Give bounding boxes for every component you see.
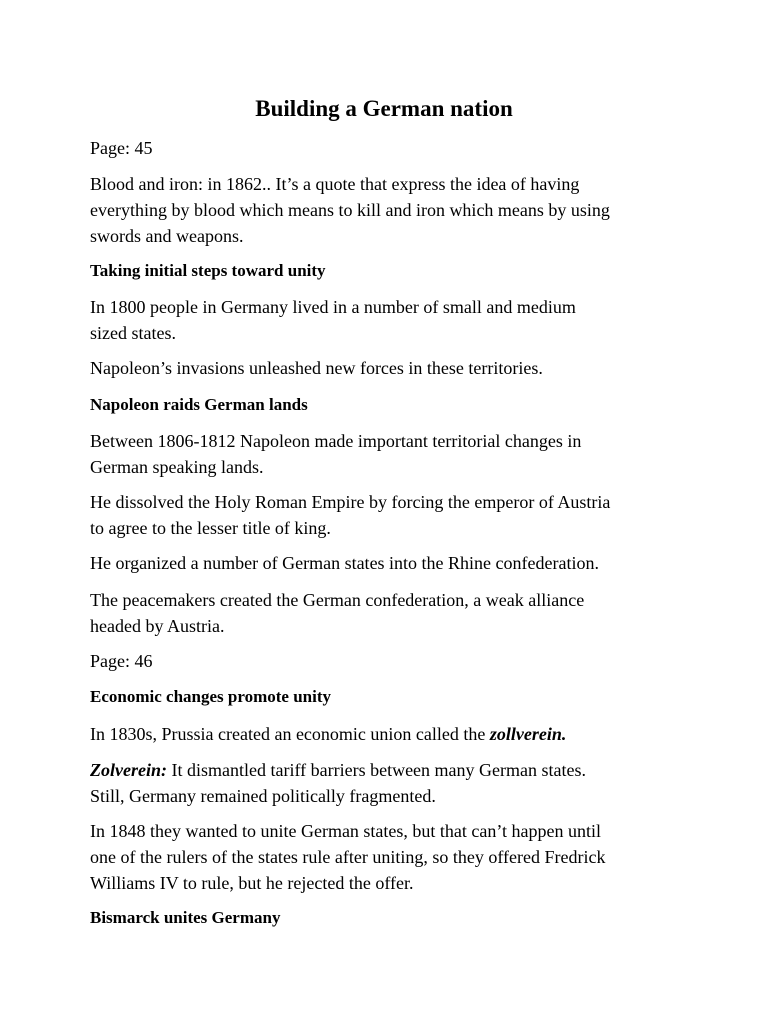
paragraph-peacemakers (90, 587, 690, 639)
text-line: In 1848 they wanted to unite German states, but that can’t happen until (90, 821, 602, 841)
page-number-46: Page: 46 (90, 651, 153, 671)
text-line (90, 757, 690, 783)
text-line: Between 1806-1812 Napoleon made important territorial changes in (90, 431, 582, 451)
text-line: Still, Germany remained politically fragmented. (90, 786, 436, 806)
heading-bismarck: Bismarck unites Germany (90, 908, 281, 927)
text-line: Williams IV to rule, but he rejected the offer. (90, 873, 414, 893)
term-zolverein: Zolverein: (90, 760, 167, 780)
heading-economic-changes: Economic changes promote unity (90, 687, 331, 706)
paragraph-zolverein (90, 757, 690, 809)
text-line: headed by Austria. (90, 616, 225, 636)
heading-napoleon-raids: Napoleon raids German lands (90, 395, 308, 414)
paragraph-1806-1812 (90, 428, 690, 480)
paragraph-1830s (90, 721, 690, 747)
text-line: He dissolved the Holy Roman Empire by forcing the emperor of Austria (90, 492, 611, 512)
page-number-45: Page: 45 (90, 138, 153, 158)
paragraph-1848 (90, 818, 690, 896)
text-line: sized states. (90, 323, 176, 343)
text-line: one of the rulers of the states rule after uniting, so they offered Fredrick (90, 847, 606, 867)
text-line: to agree to the lesser title of king. (90, 518, 331, 538)
text-line: German speaking lands. (90, 457, 264, 477)
paragraph-dissolved-empire (90, 489, 690, 541)
text-line: The peacemakers created the German confederation, a weak alliance (90, 590, 585, 610)
heading-initial-steps: Taking initial steps toward unity (90, 261, 326, 280)
text-line: swords and weapons. (90, 226, 244, 246)
paragraph-invasions: Napoleon’s invasions unleashed new forces in these territories. (90, 358, 543, 378)
text-line: In 1800 people in Germany lived in a number of small and medium (90, 297, 576, 317)
text-line: Blood and iron: in 1862.. It’s a quote that express the idea of having (90, 174, 580, 194)
term-zollverein: zollverein. (489, 724, 567, 744)
paragraph-rhine-confederation: He organized a number of German states into the Rhine confederation. (90, 553, 599, 573)
text-line: everything by blood which means to kill and iron which means by using (90, 200, 610, 220)
text-run: In 1830s, Prussia created an economic union called the (90, 724, 490, 744)
text-run: It dismantled tariff barriers between many German states. (166, 760, 587, 780)
paragraph-1800 (90, 294, 690, 346)
document-title: Building a German nation (255, 96, 513, 121)
paragraph-blood-and-iron (90, 171, 690, 249)
